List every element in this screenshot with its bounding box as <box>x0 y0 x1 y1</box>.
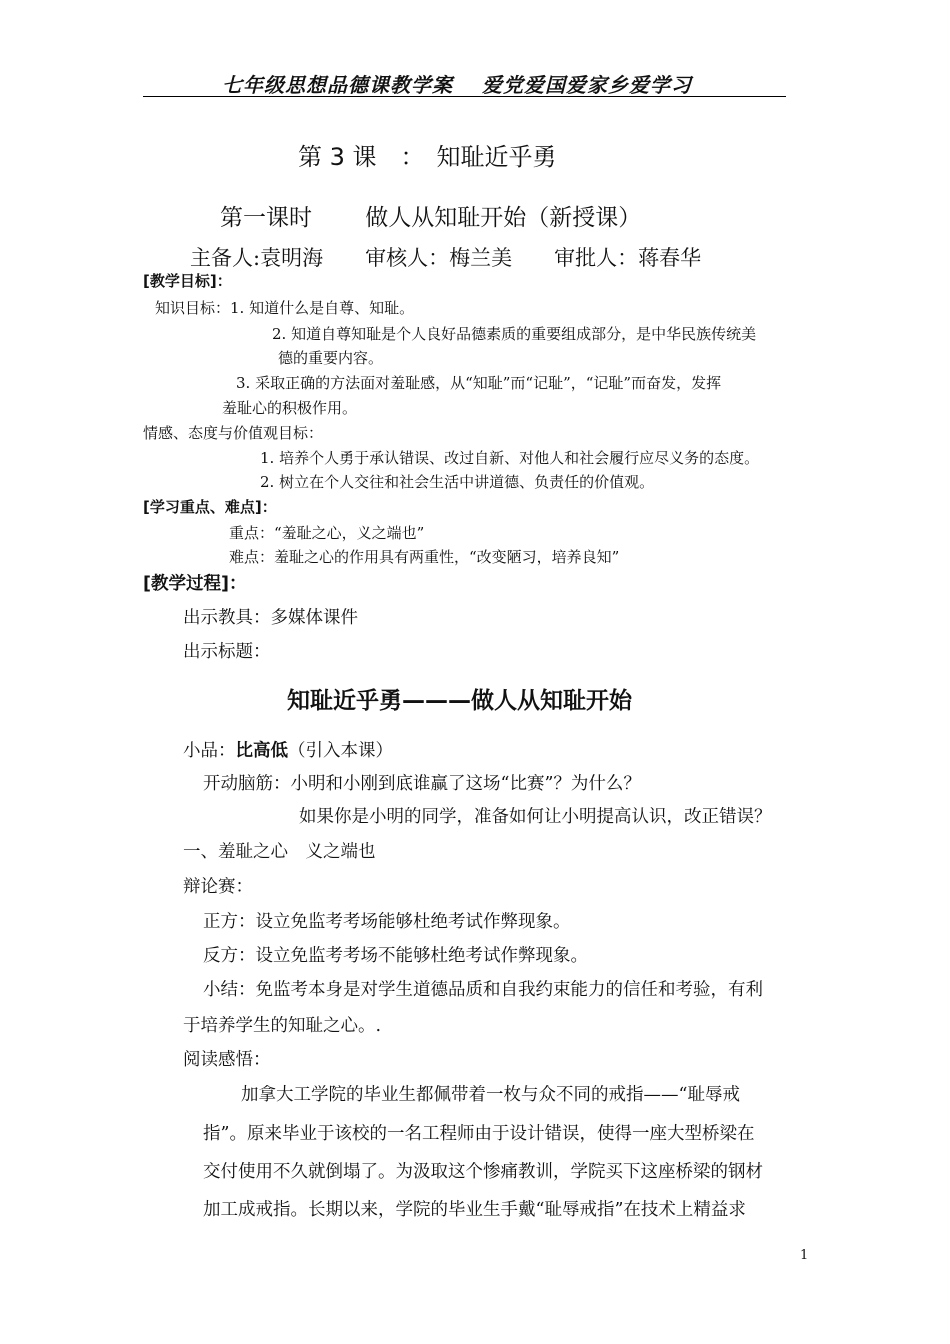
summary-b: 于培养学生的知耻之心。. <box>183 1016 382 1036</box>
lesson-people: 主备人:袁明海 审核人：梅兰美 审批人：蒋春华 <box>190 246 702 270</box>
page-header: 七年级思想品德课教学案 爱党爱国爱家乡爱学习 <box>222 73 692 97</box>
section-1-heading: 一、羞耻之心 义之端也 <box>183 842 376 862</box>
debate-con: 反方：设立免监考考场不能够杜绝考试作弊现象。 <box>203 946 588 966</box>
process-label <box>143 570 247 595</box>
main-title: 知耻近乎勇———做人从知耻开始 <box>287 688 632 714</box>
emotion-goal-2: 2. 树立在个人交往和社会生活中讲道德、负责任的价值观。 <box>260 473 655 491</box>
knowledge-goal-2a: 2. 知道自尊知耻是个人良好品德素质的重要组成部分，是中华民族传统美 <box>272 325 757 343</box>
brainstorm-1: 开动脑筋：小明和小刚到底谁赢了这场“比赛”？为什么？ <box>203 774 641 794</box>
story-line-1: 加拿大工学院的毕业生都佩带着一枚与众不同的戒指——“耻辱戒 <box>241 1085 740 1105</box>
emotion-goal-1: 1. 培养个人勇于承认错误、改过自新、对他人和社会履行应尽义务的态度。 <box>260 449 760 467</box>
emotion-goal-label: 情感、态度与价值观目标： <box>143 424 324 442</box>
skit-name: 比高低 <box>235 741 288 761</box>
skit-line <box>183 737 393 762</box>
goals-label: [教学目标]： <box>143 272 232 290</box>
process-label-text: [教学过程]： <box>143 574 247 594</box>
story-line-3: 交付使用不久就倒塌了。为汲取这个惨痛教训，学院买下这座桥梁的钢材 <box>203 1162 763 1182</box>
debate-pro: 正方：设立免监考考场能够杜绝考试作弊现象。 <box>203 912 571 932</box>
focus-difficult: 难点：羞耻之心的作用具有两重性，“改变陋习，培养良知” <box>229 548 620 566</box>
focus-label: [学习重点、难点]： <box>143 498 277 516</box>
skit-suffix: （引入本课） <box>288 741 393 761</box>
knowledge-goal-2b: 德的重要内容。 <box>278 349 384 367</box>
debate-label: 辩论赛： <box>183 877 253 897</box>
story-line-4: 加工成戒指。长期以来，学院的毕业生手戴“耻辱戒指”在技术上精益求 <box>203 1200 746 1220</box>
process-show-title: 出示标题： <box>183 642 271 662</box>
knowledge-goal-1: 知识目标：1. 知道什么是自尊、知耻。 <box>155 299 415 317</box>
summary-a: 小结：免监考本身是对学生道德品质和自我约束能力的信任和考验，有利 <box>203 980 763 1000</box>
knowledge-goal-3a: 3. 采取正确的方法面对羞耻感，从“知耻”而“记耻”，“记耻”而奋发，发挥 <box>236 374 722 392</box>
knowledge-goal-3b: 羞耻心的积极作用。 <box>222 399 358 417</box>
header-rule <box>143 96 786 97</box>
lesson-title: 第 3 课 ： 知耻近乎勇 <box>298 143 557 171</box>
process-tools: 出示教具：多媒体课件 <box>183 608 358 628</box>
skit-prefix: 小品： <box>183 741 236 761</box>
focus-key: 重点：“羞耻之心，义之端也” <box>229 524 425 542</box>
story-line-2: 指”。原来毕业于该校的一名工程师由于设计错误，使得一座大型桥梁在 <box>203 1124 755 1144</box>
page-number: 1 <box>800 1248 809 1263</box>
reading-label: 阅读感悟： <box>183 1050 271 1070</box>
lesson-subtitle: 第一课时 做人从知耻开始（新授课） <box>220 205 642 231</box>
brainstorm-2: 如果你是小明的同学，准备如何让小明提高认识，改正错误？ <box>299 807 772 827</box>
